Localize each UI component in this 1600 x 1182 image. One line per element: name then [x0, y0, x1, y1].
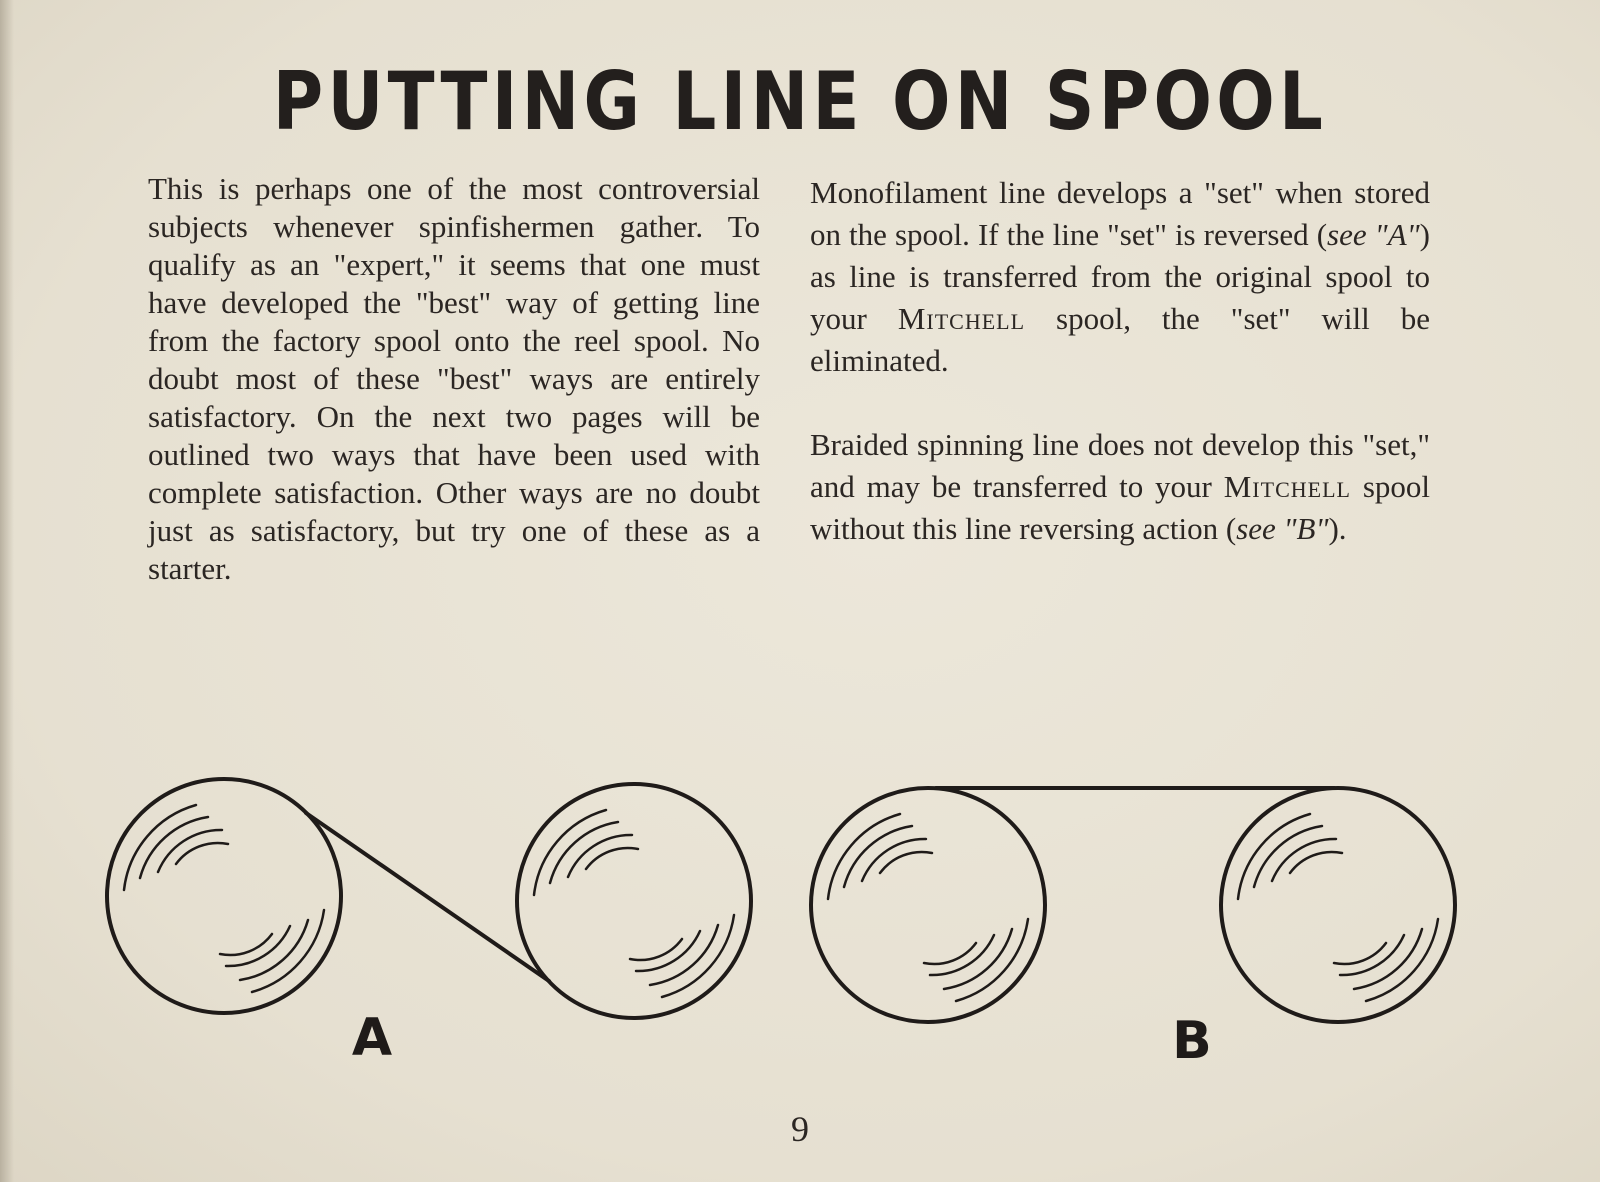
label-b: B — [1172, 1011, 1212, 1071]
page-number: 9 — [791, 1109, 809, 1149]
spool-b-left — [811, 788, 1045, 1022]
intro-paragraph: This is perhaps one of the most controversial subjects whenever spinfishermen gather. To qualify as an "expert," it seems that one must have developed the "best" way of getting line from the factory spool onto the reel spool. No doubt most of these "best" ways are entirely satisfactory. On the next two pages will be outlined two ways that have been used with complete satisfaction. Other ways are no doubt just as satisfactory, but try one of these as a starter. — [148, 171, 760, 586]
spool-b-right — [1221, 788, 1455, 1022]
spool-b-right-hatching — [1238, 814, 1438, 1001]
brand-name: Mitchell — [897, 301, 1026, 336]
right-column — [810, 172, 1430, 550]
spool-b-left-hatching — [828, 814, 1028, 1001]
diagram-a — [107, 779, 751, 1018]
diagram-b — [811, 788, 1455, 1022]
braided-text-3: ). — [1328, 511, 1347, 546]
label-a: A — [351, 1008, 393, 1068]
see-b-reference: see "B" — [1236, 511, 1329, 546]
left-column — [148, 170, 760, 588]
brand-name: Mitchell — [1223, 469, 1351, 504]
spool-a-left-hatching — [124, 805, 324, 992]
braided-paragraph — [810, 424, 1430, 550]
spool-diagram — [0, 760, 1600, 1090]
page-title: PUTTING LINE ON SPOOL — [272, 55, 1328, 148]
braided-text-1: Braided spinning line does not develop this "set," and may be transferred to your — [810, 427, 1430, 504]
monofilament-text-1: Monofilament line develops a "set" when stored on the spool. If the line "set" is reversed ( — [810, 175, 1430, 252]
monofilament-paragraph — [810, 172, 1430, 382]
spool-a-right — [517, 784, 751, 1018]
monofilament-text-3: spool, the "set" will be eliminated. — [810, 301, 1430, 378]
spool-a-right-hatching — [534, 810, 734, 997]
see-a-reference: see "A" — [1327, 217, 1420, 252]
braided-text-2: spool without this line reversing action ( — [810, 469, 1430, 546]
monofilament-text-2: ) as line is transferred from the original spool to your — [810, 217, 1430, 336]
